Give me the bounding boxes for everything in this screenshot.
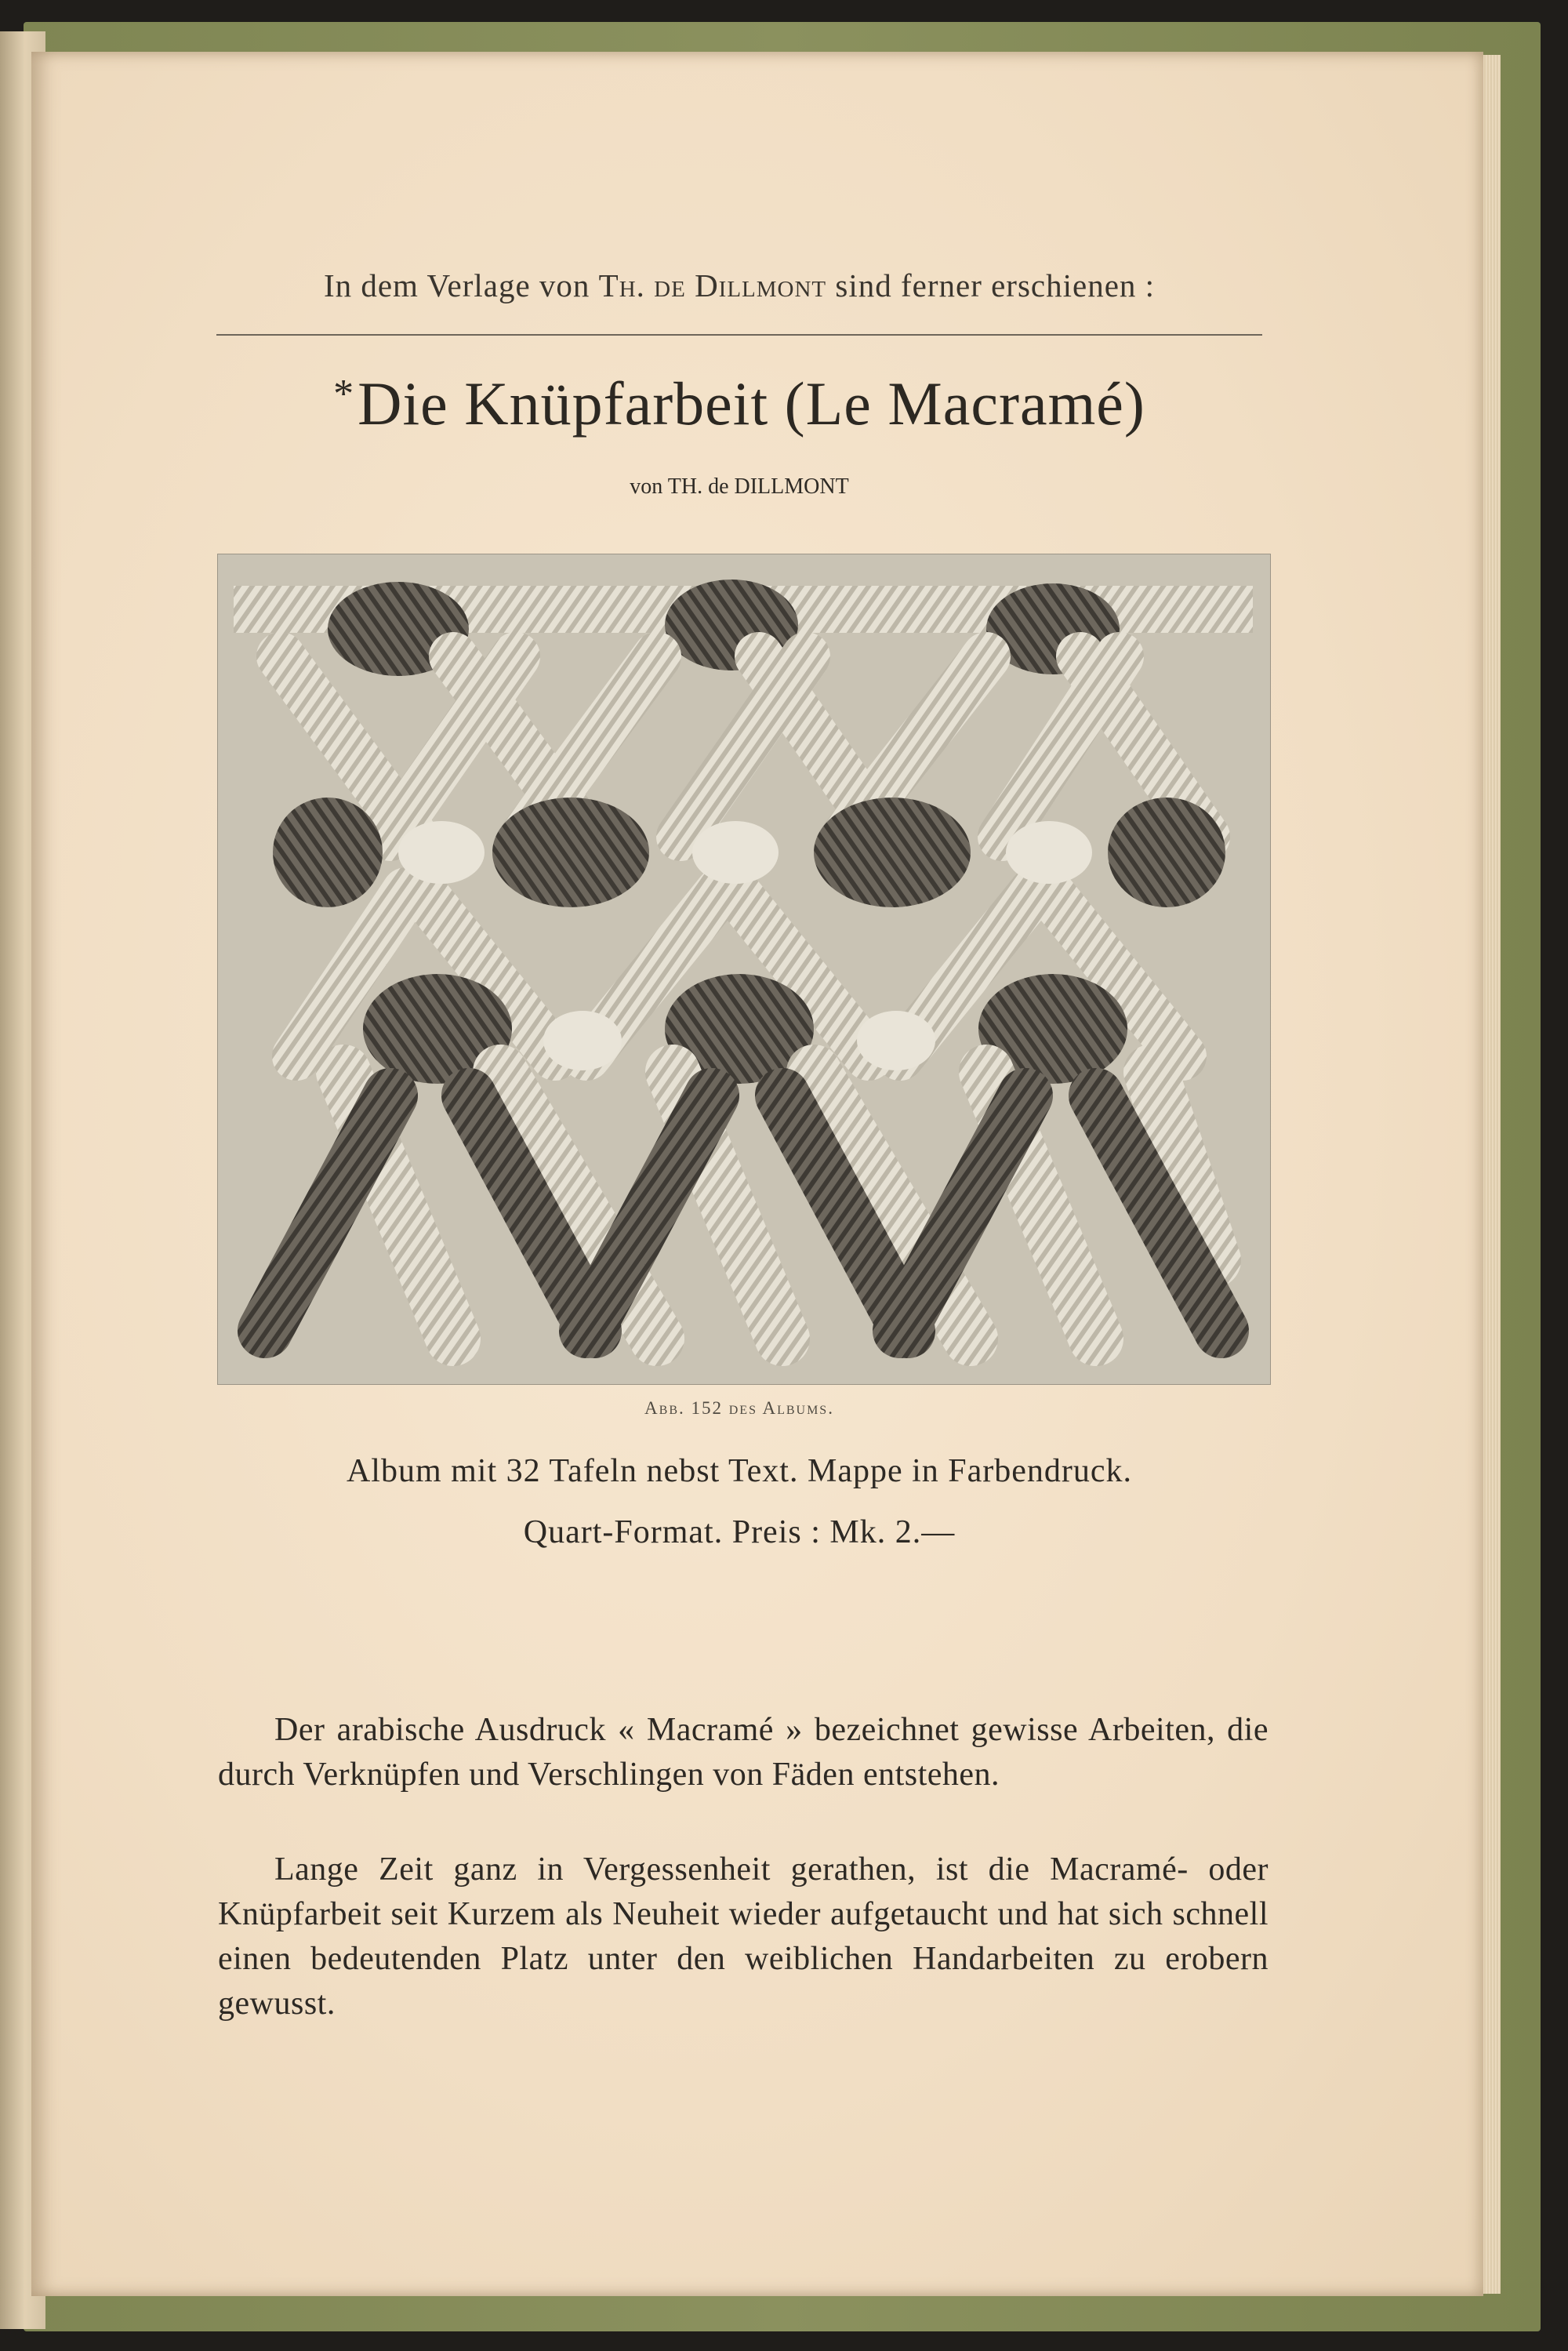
title-text: Die Knüpfarbeit (Le Macramé) <box>358 369 1145 438</box>
header-publisher: Th. de Dillmont <box>598 267 827 303</box>
author-line: von TH. de DILLMONT <box>630 474 849 499</box>
book-title <box>212 369 1267 439</box>
header-suffix: sind ferner erschienen : <box>835 267 1156 303</box>
header-prefix: In dem Verlage von <box>323 267 590 303</box>
body-paragraph-1: Der arabische Ausdruck « Macramé » bezeichnet gewisse Arbeiten, die durch Verknüpfen und Verschlingen von Fäden entstehen. <box>218 1712 1269 1793</box>
album-info-line-2: Quart-Format. Preis : Mk. 2.— <box>523 1514 956 1550</box>
header-rule <box>216 334 1262 336</box>
page-stack-edge <box>1483 55 1501 2294</box>
macrame-illustration <box>218 554 1270 1384</box>
title-asterisk: * <box>333 372 355 416</box>
album-info-line-1: Album mit 32 Tafeln nebst Text. Mappe in Farbendruck. <box>346 1453 1133 1489</box>
body-paragraph-2: Lange Zeit ganz in Vergessenheit gerathen, ist die Macramé- oder Knüpfarbeit seit Kurzem als Neuheit wieder aufgetaucht und hat sich schnell einen bedeutenden Platz unter den weiblichen Handarbeiten zu erobern gewusst. <box>218 1851 1269 2022</box>
figure-caption: Abb. 152 des Albums. <box>644 1398 834 1418</box>
page-header <box>216 267 1262 304</box>
